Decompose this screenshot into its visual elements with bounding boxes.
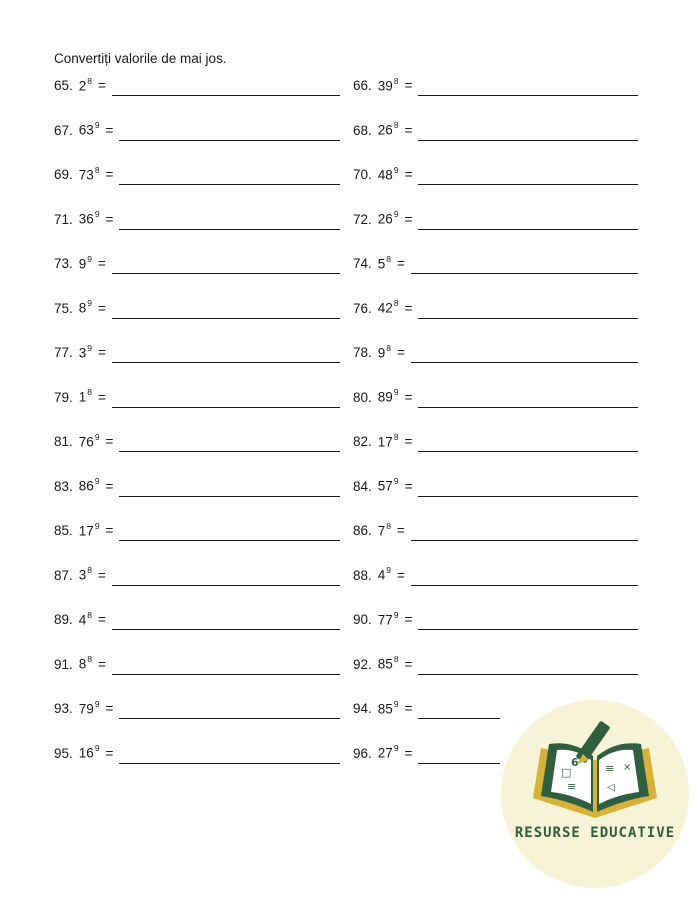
svg-text:≡: ≡ [605,762,615,775]
answer-line[interactable] [418,763,500,764]
problem-65 [54,66,340,96]
problem-exponent: 8 [393,75,399,86]
problem-base: $9^9$ [78,253,93,271]
problem-85 [54,511,340,541]
problem-79 [54,378,340,408]
problem-number: 81. [54,434,73,449]
answer-line[interactable] [418,184,638,185]
problem-base: $5^8$ [377,253,392,271]
answer-line[interactable] [418,229,638,230]
answer-line[interactable] [418,674,638,675]
equals-sign: = [404,167,413,182]
problem-89 [54,600,340,630]
problem-75 [54,289,340,319]
problem-exponent: 9 [393,476,399,486]
problem-exponent: 9 [386,565,392,575]
equals-sign: = [105,745,114,761]
problem-exponent: 9 [94,431,100,442]
problem-base: $63^9$ [78,120,100,138]
problem-68 [353,111,638,141]
problem-number: 92. [353,656,372,672]
problem-base: $89^9$ [377,387,399,405]
answer-line[interactable] [418,718,500,719]
answer-line[interactable] [418,407,638,408]
problem-number: 89. [54,612,73,627]
problem-96 [353,734,500,764]
problem-exponent: 9 [393,609,399,620]
problem-80 [353,378,638,408]
instructions: Convertiți valorile de mai jos. [54,51,227,66]
equals-sign: = [404,612,413,627]
problem-93 [54,689,340,719]
problem-base: $26^9$ [377,209,399,227]
problem-base: $76^9$ [78,431,100,449]
answer-line[interactable] [112,585,340,586]
problem-exponent: 9 [87,342,93,353]
problem-base: $3^8$ [78,565,93,583]
answer-line[interactable] [119,540,340,541]
equals-sign: = [105,701,114,716]
answer-line[interactable] [119,718,340,719]
answer-line[interactable] [119,451,340,452]
problem-95 [54,734,340,764]
equals-sign: = [404,300,413,316]
problem-exponent: 8 [393,298,399,308]
problem-number: 75. [54,300,73,316]
problem-number: 94. [353,701,372,716]
logo-text: RESURSE EDUCATIVE [514,825,676,841]
svg-text:◁: ◁ [607,782,615,793]
equals-sign: = [404,701,413,716]
answer-line[interactable] [112,318,340,319]
problem-exponent: 8 [386,253,392,264]
problem-base: $48^9$ [377,164,399,182]
problem-exponent: 9 [94,120,100,130]
equals-sign: = [105,523,114,538]
svg-text:6: 6 [571,756,579,769]
problem-base: $57^9$ [377,476,399,494]
answer-line[interactable] [112,95,340,96]
problem-86 [353,511,638,541]
equals-sign: = [404,389,413,405]
answer-line[interactable] [418,496,638,497]
problem-73 [54,244,340,274]
problem-base: $85^8$ [377,654,399,672]
problem-70 [353,155,638,185]
problem-base: $39^8$ [377,75,399,93]
equals-sign: = [98,78,106,93]
problem-exponent: 8 [87,75,93,86]
problem-number: 90. [353,612,372,627]
problem-number: 85. [54,523,73,538]
answer-line[interactable] [119,140,340,141]
problem-number: 70. [353,167,372,182]
problem-exponent: 9 [94,698,100,709]
problem-87 [54,556,340,586]
equals-sign: = [98,612,106,627]
problem-base: $42^8$ [377,298,399,316]
problem-number: 71. [54,211,73,227]
problem-number: 84. [353,478,372,494]
answer-line[interactable] [411,585,638,586]
equals-sign: = [404,434,413,449]
answer-line[interactable] [112,273,340,274]
problem-base: $85^9$ [377,698,399,716]
problem-number: 76. [353,300,372,316]
problem-base: $9^8$ [377,342,392,360]
problem-exponent: 9 [87,298,93,308]
problem-base: $16^9$ [78,743,100,761]
answer-line[interactable] [418,451,638,452]
problem-number: 96. [353,745,372,761]
problem-number: 91. [54,656,73,672]
problem-base: $26^8$ [377,120,399,138]
problem-exponent: 9 [94,209,100,219]
problem-exponent: 8 [386,520,392,531]
problem-83 [54,467,340,497]
problem-exponent: 9 [393,164,399,175]
problem-exponent: 8 [87,609,93,620]
problem-base: $79^9$ [78,698,100,716]
problem-number: 93. [54,701,73,716]
equals-sign: = [397,523,405,538]
problem-number: 95. [54,745,73,761]
problem-exponent: 9 [94,476,100,486]
equals-sign: = [397,256,405,271]
problem-72 [353,200,638,230]
equals-sign: = [98,256,106,271]
problem-90 [353,600,638,630]
equals-sign: = [98,567,106,583]
problem-number: 78. [353,345,372,360]
answer-line[interactable] [119,496,340,497]
equals-sign: = [404,745,413,761]
problem-exponent: 8 [393,120,399,130]
problem-base: $3^9$ [78,342,93,360]
problem-number: 74. [353,256,372,271]
answer-line[interactable] [418,140,638,141]
equals-sign: = [105,211,114,227]
problem-exponent: 9 [393,209,399,219]
answer-line[interactable] [418,95,638,96]
problem-81 [54,422,340,452]
answer-line[interactable] [112,674,340,675]
problem-84 [353,467,638,497]
problem-number: 87. [54,567,73,583]
problem-69 [54,155,340,185]
answer-line[interactable] [418,629,638,630]
problem-number: 65. [54,78,73,93]
problem-exponent: 8 [94,164,100,175]
problem-number: 68. [353,122,372,138]
problem-exponent: 9 [87,253,93,264]
problem-exponent: 9 [393,743,399,753]
problem-number: 77. [54,345,73,360]
equals-sign: = [105,478,114,494]
problem-exponent: 8 [87,654,93,664]
equals-sign: = [98,345,106,360]
answer-line[interactable] [112,407,340,408]
problem-base: $77^9$ [377,609,399,627]
answer-line[interactable] [119,763,340,764]
problem-number: 79. [54,389,73,405]
problem-number: 82. [353,434,372,449]
problem-number: 86. [353,523,372,538]
problem-92 [353,645,638,675]
problem-exponent: 8 [87,565,93,575]
problem-number: 66. [353,78,372,93]
problem-base: $8^8$ [78,654,93,672]
problem-base: $2^8$ [78,75,93,93]
equals-sign: = [404,478,413,494]
problem-number: 80. [353,389,372,405]
resurse-educative-logo [501,700,689,888]
problem-base: $4^8$ [78,609,93,627]
problem-number: 67. [54,122,73,138]
problem-number: 72. [353,211,372,227]
problem-76 [353,289,638,319]
equals-sign: = [98,656,106,672]
problem-base: $17^8$ [377,431,399,449]
problem-71 [54,200,340,230]
equals-sign: = [98,300,106,316]
problem-exponent: 9 [393,387,399,397]
problem-number: 83. [54,478,73,494]
problem-exponent: 8 [87,387,93,397]
problem-77 [54,333,340,363]
answer-line[interactable] [411,362,638,363]
problem-base: $7^8$ [377,520,392,538]
answer-line[interactable] [119,229,340,230]
problem-94 [353,689,500,719]
problem-base: $36^9$ [78,209,100,227]
problem-base: $8^9$ [78,298,93,316]
answer-line[interactable] [411,273,638,274]
equals-sign: = [404,656,413,672]
problem-exponent: 8 [386,342,392,353]
problem-base: $27^9$ [377,743,399,761]
problem-exponent: 8 [393,431,399,442]
equals-sign: = [98,389,106,405]
problem-exponent: 9 [94,520,100,531]
problem-base: $17^9$ [78,520,100,538]
problem-number: 88. [353,567,372,583]
equals-sign: = [404,78,413,93]
problem-66 [353,66,638,96]
problem-82 [353,422,638,452]
equals-sign: = [397,567,405,583]
problem-number: 73. [54,256,73,271]
equals-sign: = [397,345,405,360]
problem-78 [353,333,638,363]
equals-sign: = [105,434,114,449]
problem-74 [353,244,638,274]
problem-base: $4^9$ [377,565,392,583]
answer-line[interactable] [411,540,638,541]
problem-88 [353,556,638,586]
equals-sign: = [404,211,413,227]
problem-91 [54,645,340,675]
svg-text:□: □ [561,766,572,779]
svg-text:×: × [623,762,632,773]
answer-line[interactable] [119,184,340,185]
problem-exponent: 8 [393,654,399,664]
answer-line[interactable] [418,318,638,319]
answer-line[interactable] [112,629,340,630]
problem-base: $1^8$ [78,387,93,405]
problem-exponent: 9 [94,743,100,753]
problem-base: $73^8$ [78,164,100,182]
equals-sign: = [105,167,114,182]
equals-sign: = [105,122,114,138]
problem-number: 69. [54,167,73,182]
equals-sign: = [404,122,413,138]
svg-text:≡: ≡ [567,780,577,793]
problem-base: $86^9$ [78,476,100,494]
answer-line[interactable] [112,362,340,363]
problem-exponent: 9 [393,698,399,709]
problem-67 [54,111,340,141]
